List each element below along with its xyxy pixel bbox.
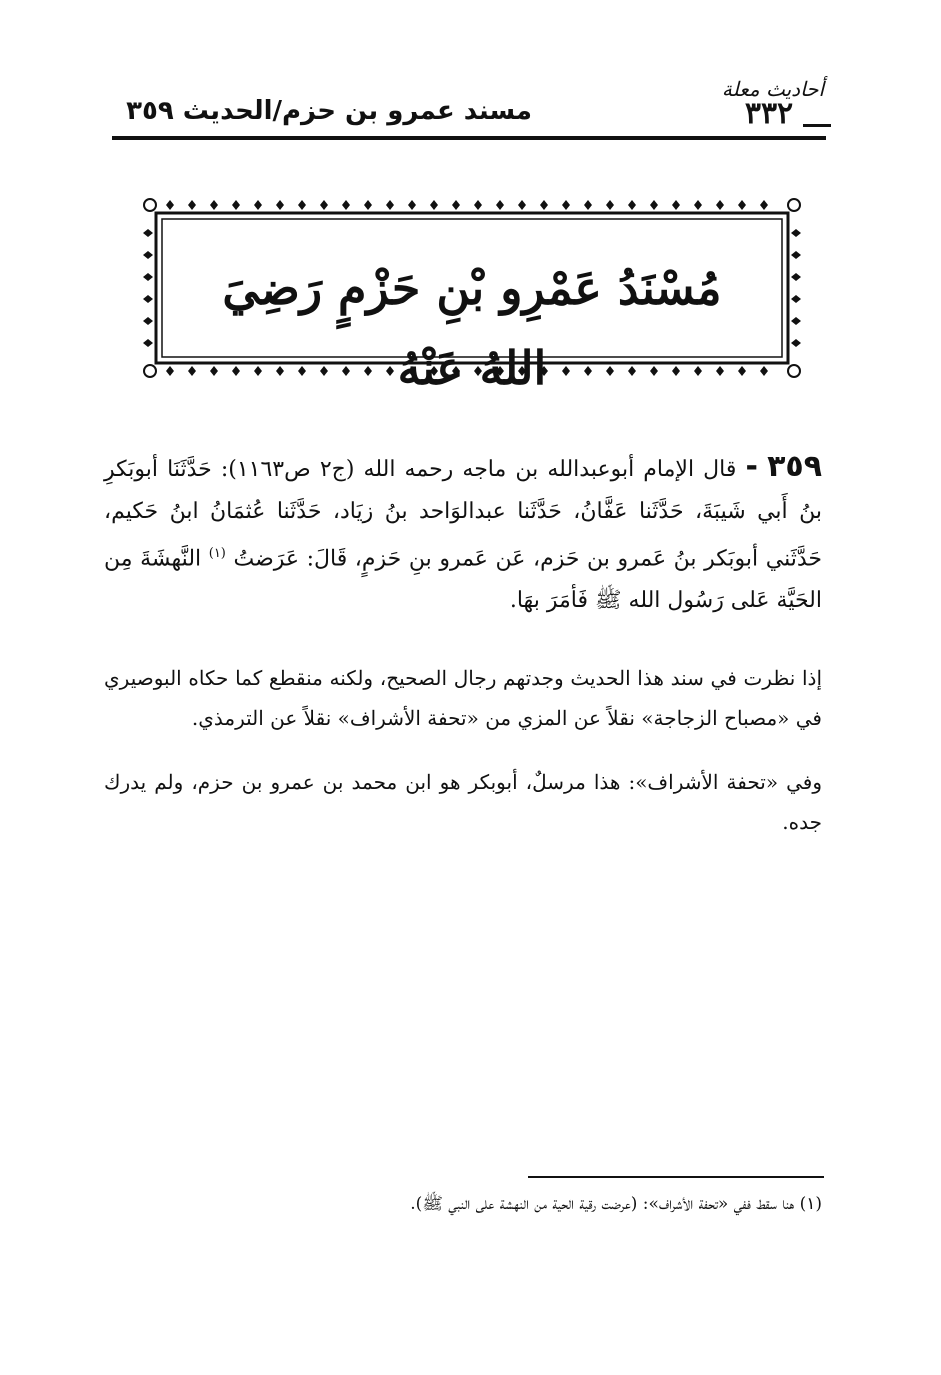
ornament-motif	[672, 200, 680, 210]
footnote-rule	[528, 1176, 824, 1178]
ornament-motif	[738, 200, 746, 210]
ornament-motif	[628, 200, 636, 210]
ornament-motif	[791, 273, 801, 281]
ornament-motif	[254, 200, 262, 210]
ornament-motif	[143, 339, 153, 347]
ornament-motif	[166, 366, 174, 376]
ornament-motif	[143, 295, 153, 303]
ornament-motif	[210, 200, 218, 210]
ornament-motif	[496, 200, 504, 210]
ornament-motif	[716, 200, 724, 210]
ornament-motif	[143, 251, 153, 259]
hadith-dash: -	[745, 449, 758, 484]
ornament-motif	[650, 200, 658, 210]
ornament-motif	[562, 200, 570, 210]
running-head: مسند عمرو بن حزم/الحديث ٣٥٩	[126, 96, 532, 126]
ornament-motif	[791, 295, 801, 303]
ornament-motif	[584, 200, 592, 210]
ornamental-title-frame	[140, 193, 804, 395]
ornament-motif	[452, 200, 460, 210]
ornament-motif	[791, 229, 801, 237]
hadith-number: ٣٥٩	[767, 449, 823, 484]
ornament-motif	[166, 200, 174, 210]
commentary-paragraph: إذا نظرت في سند هذا الحديث وجدتهم رجال الصحيح، ولكنه منقطع كما حكاه البوصيري في «مصباح الزجاجة» نقلاً عن المزي من «تحفة الأشراف» نقلاً عن الترمذي.	[104, 666, 822, 730]
footnote: (١) هنا سقط ففي «تحفة الأشراف»: (عرضت رقية الحية من النهشة على النبي ﷺ).	[410, 1194, 822, 1214]
ornament-motif	[430, 200, 438, 210]
ornament-motif	[143, 317, 153, 325]
page-number-underline	[803, 124, 831, 127]
ornament-motif	[386, 200, 394, 210]
ornament-motif	[298, 200, 306, 210]
ornament-motif	[276, 200, 284, 210]
ornament-motif	[518, 200, 526, 210]
ornament-motif	[320, 200, 328, 210]
ornament-motif	[342, 200, 350, 210]
ornament-motif	[540, 200, 548, 210]
ornament-motif	[760, 366, 768, 376]
section-title: مُسْنَدُ عَمْرِو بْنِ حَزْمٍ رَضِيَ اللهُ عَنْهُ	[222, 261, 722, 395]
hadith-text: قال الإمام أبوعبدالله بن ماجه رحمه الله (ج٢ ص١١٦٣): حَدَّثَنَا أبوبَكرِ بنُ أَبي شَيبَةَ، حَدَّثَنا عَفَّانُ، حَدَّثَنا عبدالوَاحد بنُ زيَاد، حَدَّثَنا عُثمَانُ ابنُ حَكيم، حَدَّثَني أبوبَكر بنُ عَمرو بن حَزم، عَن عَمرو بنِ حَزمٍ، قَالَ: عَرَضتُ	[104, 457, 822, 572]
ornament-motif	[791, 317, 801, 325]
ornament-motif	[694, 200, 702, 210]
ornament-motif	[791, 339, 801, 347]
commentary-paragraph: وفي «تحفة الأشراف»: هذا مرسلٌ، أبوبكر هو ابن محمد بن عمرو بن حزم، ولم يدرك جده.	[104, 770, 822, 834]
hadith-block	[104, 446, 822, 622]
footnote-reference: (١)	[208, 546, 226, 561]
ornament-motif	[760, 200, 768, 210]
page-number: ٣٣٢	[744, 96, 794, 131]
header-rule	[112, 136, 826, 140]
ornament-motif	[143, 273, 153, 281]
ornament-motif	[188, 200, 196, 210]
hadith-text-end: النَّهشَةَ مِن الحَيَّة عَلى رَسُول الله ﷺ فَأمَرَ بهَا.	[104, 546, 822, 614]
corner-note: أحاديث معلة	[721, 77, 825, 101]
ornament-motif	[474, 200, 482, 210]
ornament-motif	[364, 200, 372, 210]
ornament-motif	[408, 200, 416, 210]
ornament-motif	[232, 200, 240, 210]
ornament-motif	[606, 200, 614, 210]
ornament-motif	[791, 251, 801, 259]
ornament-motif	[143, 229, 153, 237]
